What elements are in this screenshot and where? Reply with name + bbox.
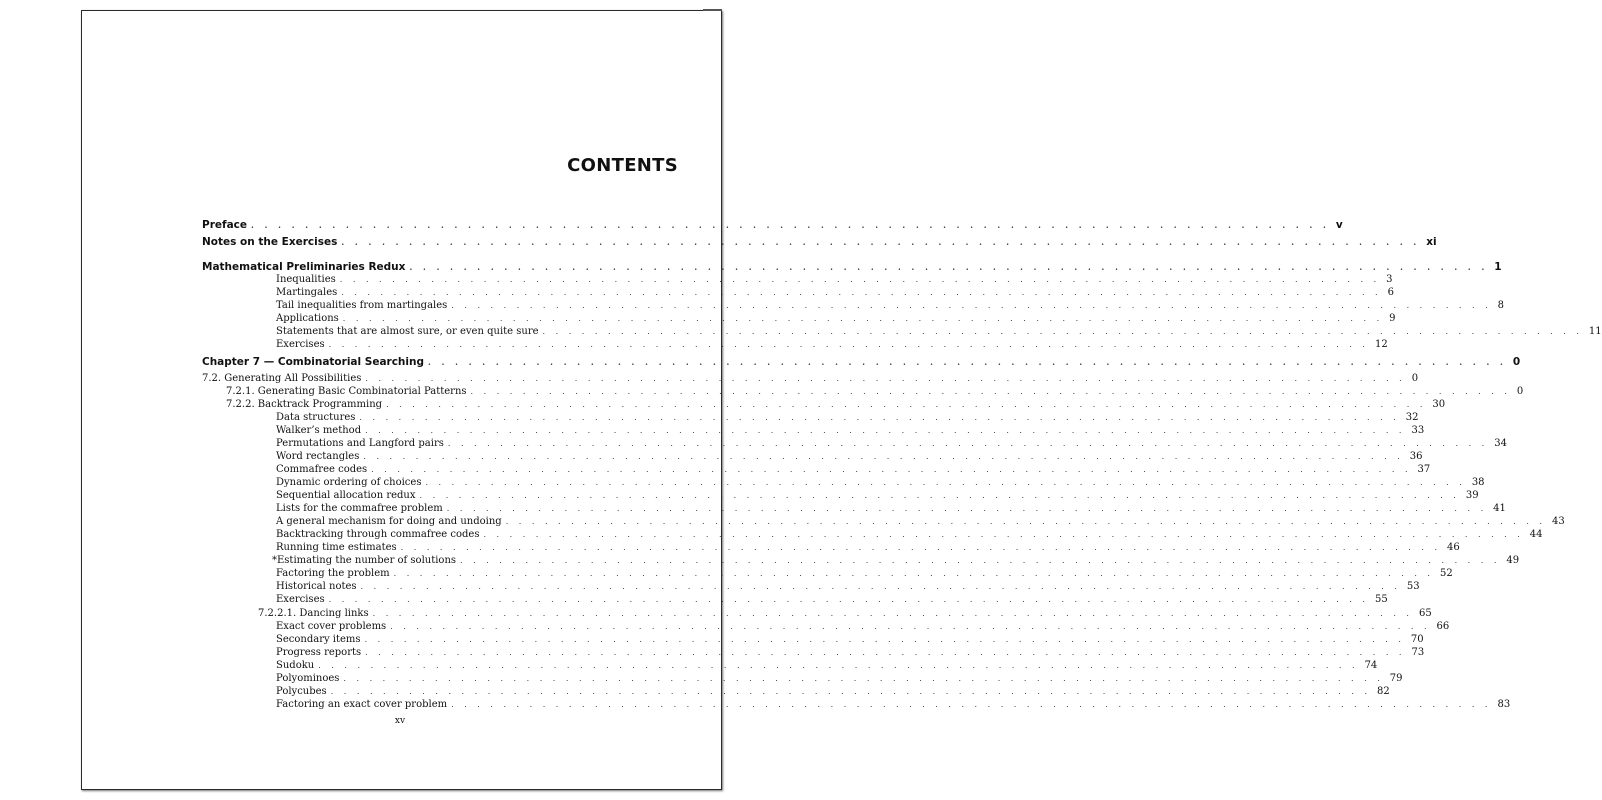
toc-entry	[276, 568, 1453, 582]
toc-entry-title: Secondary items	[276, 634, 361, 645]
dot-leader: . . . . . . . . . . . . . . . . . . . . . . . . . . . . . . . . . . . . . . . . . . . . . . . . . . . . . . . . . . . . . . . . . . . . . . . . . . . . . . . .	[386, 400, 1427, 409]
toc-entry-page-number: 8	[1497, 300, 1505, 311]
toc-entry-page-number: 11	[1588, 326, 1602, 337]
dot-leader: . . . . . . . . . . . . . . . . . . . . . . . . . . . . . . . . . . . . . . . . . . . . . . . . . . . . . . . . . . . . . . . . . . . . . . . . . . . . . . . .	[419, 491, 1460, 500]
toc-entry	[276, 313, 1396, 327]
dot-leader: . . . . . . . . . . . . . . . . . . . . . . . . . . . . . . . . . . . . . . . . . . . . . . . . . . . . . . . . . . . . . . . . . . . . . . . . . . . . . . . .	[446, 504, 1488, 513]
toc-entry	[276, 621, 1450, 635]
dot-leader: . . . . . . . . . . . . . . . . . . . . . . . . . . . . . . . . . . . . . . . . . . . . . . . . . . . . . . . . . . . . . . . . . . . . . . . . . . . . . . . .	[359, 413, 1400, 422]
toc-entry-title: Inequalities	[276, 274, 336, 285]
dot-leader: . . . . . . . . . . . . . . . . . . . . . . . . . . . . . . . . . . . . . . . . . . . . . . . . . . . . . . . . . . . . . . . . . . . . . . . . . . . . . . . .	[341, 288, 1382, 297]
toc-entry	[276, 673, 1403, 687]
toc-entry	[276, 699, 1511, 713]
dot-leader: . . . . . . . . . . . . . . . . . . . . . . . . . . . . . . . . . . . . . . . . . . . . . . . . . . . . . . . . . . . . . . . . . . . . . . . . . . . . . . . .	[343, 674, 1384, 683]
toc-entry-page-number: xi	[1426, 236, 1437, 248]
dot-leader: . . . . . . . . . . . . . . . . . . . . . . . . . . . . . . . . . . . . . . . . . . . . . . . . . . . . . . . . . . . . . . . . . . . . . . . . . . . . . . . .	[542, 327, 1583, 336]
toc-entry	[276, 660, 1378, 674]
toc-entry-title: 7.2. Generating All Possibilities	[202, 373, 362, 384]
toc-entry	[276, 464, 1431, 478]
dot-leader: . . . . . . . . . . . . . . . . . . . . . . . . . . . . . . . . . . . . . . . . . . . . . . . . . . . . . . . . . . . . . . . . . . . . . . . . . . . . . . . .	[451, 301, 1492, 310]
toc-entry	[276, 503, 1506, 517]
toc-entry-page-number: 6	[1387, 287, 1394, 298]
toc-entry	[276, 477, 1485, 491]
toc-entry	[276, 581, 1420, 595]
toc-entry-page-number: 46	[1447, 542, 1460, 553]
toc-entry	[276, 647, 1425, 661]
dot-leader: . . . . . . . . . . . . . . . . . . . . . . . . . . . . . . . . . . . . . . . . . . . . . . . . . . . . . . . . . . . . . . . . . . . . . . . . . . . . . . . .	[339, 275, 1381, 284]
toc-entry-page-number: 74	[1364, 660, 1378, 671]
page-title: CONTENTS	[567, 155, 678, 176]
toc-entry-title: *Estimating the number of solutions	[272, 555, 457, 566]
toc-entry-title: Permutations and Langford pairs	[276, 438, 444, 449]
toc-entry-title: Tail inequalities from martingales	[276, 300, 448, 311]
toc-entry	[276, 516, 1565, 530]
dot-leader: . . . . . . . . . . . . . . . . . . . . . . . . . . . . . . . . . . . . . . . . . . . . . . . . . . . . . . . . . . . . . . . . . . . . . . . . . . . . . . . .	[365, 374, 1406, 383]
toc-entry	[276, 438, 1507, 452]
dot-leader: . . . . . . . . . . . . . . . . . . . . . . . . . . . . . . . . . . . . . . . . . . . . . . . . . . . . . . . . . . . . . . . . . . . . . . . . . . . . . . . .	[251, 220, 1330, 230]
dot-leader: . . . . . . . . . . . . . . . . . . . . . . . . . . . . . . . . . . . . . . . . . . . . . . . . . . . . . . . . . . . . . . . . . . . . . . . . . . . . . . . .	[409, 262, 1489, 272]
toc-entry-title: Sudoku	[276, 660, 315, 671]
toc-entry-title: Factoring an exact cover problem	[276, 699, 448, 710]
toc-entry-title: Dynamic ordering of choices	[276, 477, 422, 488]
toc-entry-title: Martingales	[276, 287, 338, 298]
dot-leader: . . . . . . . . . . . . . . . . . . . . . . . . . . . . . . . . . . . . . . . . . . . . . . . . . . . . . . . . . . . . . . . . . . . . . . . . . . . . . . . .	[341, 237, 1421, 247]
toc-entry-title: Statements that are almost sure, or even quite sure	[276, 326, 539, 337]
dot-leader: . . . . . . . . . . . . . . . . . . . . . . . . . . . . . . . . . . . . . . . . . . . . . . . . . . . . . . . . . . . . . . . . . . . . . . . . . . . . . . . .	[364, 635, 1405, 644]
dot-leader: . . . . . . . . . . . . . . . . . . . . . . . . . . . . . . . . . . . . . . . . . . . . . . . . . . . . . . . . . . . . . . . . . . . . . . . . . . . . . . . .	[328, 340, 1369, 349]
toc-entry-title: Commafree codes	[276, 464, 368, 475]
toc-entry-title: Data structures	[276, 412, 356, 423]
toc-entry-title: Polyominoes	[276, 673, 340, 684]
toc-entry	[202, 373, 1419, 387]
dot-leader: . . . . . . . . . . . . . . . . . . . . . . . . . . . . . . . . . . . . . . . . . . . . . . . . . . . . . . . . . . . . . . . . . . . . . . . . . . . . . . . .	[342, 314, 1384, 323]
toc-entry-title: Preface	[202, 219, 247, 231]
toc-entry	[276, 425, 1425, 439]
toc-entry-title: Factoring the problem	[276, 568, 390, 579]
dot-leader: . . . . . . . . . . . . . . . . . . . . . . . . . . . . . . . . . . . . . . . . . . . . . . . . . . . . . . . . . . . . . . . . . . . . . . . . . . . . . . . .	[365, 648, 1406, 657]
toc-entry	[202, 236, 1437, 250]
toc-entry-page-number: 65	[1418, 608, 1432, 619]
toc-entry-title: Progress reports	[276, 647, 362, 658]
page-number-footer: xv	[394, 716, 406, 726]
toc-entry-page-number: 3	[1386, 274, 1393, 285]
toc-entry	[202, 356, 1521, 370]
dot-leader: . . . . . . . . . . . . . . . . . . . . . . . . . . . . . . . . . . . . . . . . . . . . . . . . . . . . . . . . . . . . . . . . . . . . . . . . . . . . . . . .	[363, 452, 1404, 461]
dot-leader: . . . . . . . . . . . . . . . . . . . . . . . . . . . . . . . . . . . . . . . . . . . . . . . . . . . . . . . . . . . . . . . . . . . . . . . . . . . . . . . .	[390, 622, 1431, 631]
toc-entry	[276, 274, 1393, 288]
dot-leader: . . . . . . . . . . . . . . . . . . . . . . . . . . . . . . . . . . . . . . . . . . . . . . . . . . . . . . . . . . . . . . . . . . . . . . . . . . . . . . . .	[447, 439, 1489, 448]
toc-entry	[276, 287, 1394, 301]
toc-entry-page-number: 1	[1494, 261, 1502, 273]
toc-entry	[276, 529, 1543, 543]
toc-entry-title: Polycubes	[276, 686, 327, 697]
toc-entry-title: Applications	[276, 313, 339, 324]
toc-entry-page-number: 52	[1439, 568, 1453, 579]
toc-entry-page-number: 44	[1529, 529, 1543, 540]
toc-entry-page-number: 43	[1552, 516, 1565, 527]
dot-leader: . . . . . . . . . . . . . . . . . . . . . . . . . . . . . . . . . . . . . . . . . . . . . . . . . . . . . . . . . . . . . . . . . . . . . . . . . . . . . . . .	[460, 556, 1501, 565]
dot-leader: . . . . . . . . . . . . . . . . . . . . . . . . . . . . . . . . . . . . . . . . . . . . . . . . . . . . . . . . . . . . . . . . . . . . . . . . . . . . . . . .	[451, 700, 1492, 709]
dot-leader: . . . . . . . . . . . . . . . . . . . . . . . . . . . . . . . . . . . . . . . . . . . . . . . . . . . . . . . . . . . . . . . . . . . . . . . . . . . . . . . .	[365, 426, 1406, 435]
toc-entry-page-number: 0	[1411, 373, 1419, 384]
toc-entry	[226, 399, 1446, 413]
toc-entry	[276, 594, 1388, 608]
toc-entry-title: Walker’s method	[276, 425, 362, 436]
toc-entry-page-number: 55	[1374, 594, 1388, 605]
toc-entry-page-number: 0	[1516, 386, 1524, 397]
toc-entry	[276, 412, 1419, 426]
toc-entry-title: 7.2.1. Generating Basic Combinatorial Patterns	[226, 386, 467, 397]
toc-entry-page-number: 33	[1411, 425, 1425, 436]
toc-entry-title: A general mechanism for doing and undoing	[276, 516, 502, 527]
dot-leader: . . . . . . . . . . . . . . . . . . . . . . . . . . . . . . . . . . . . . . . . . . . . . . . . . . . . . . . . . . . . . . . . . . . . . . . . . . . . . . . .	[393, 569, 1434, 578]
toc-entry	[226, 386, 1524, 400]
toc-entry	[202, 219, 1343, 233]
toc-entry-title: 7.2.2.1. Dancing links	[258, 608, 369, 619]
toc-entry	[276, 451, 1423, 465]
toc-entry-title: 7.2.2. Backtrack Programming	[226, 399, 383, 410]
toc-entry-title: Historical notes	[276, 581, 357, 592]
toc-entry-page-number: 73	[1411, 647, 1425, 658]
toc-entry	[272, 555, 1520, 569]
toc-entry-page-number: 82	[1377, 686, 1390, 697]
toc-entry	[258, 608, 1432, 622]
toc-entry	[276, 339, 1388, 353]
dot-leader: . . . . . . . . . . . . . . . . . . . . . . . . . . . . . . . . . . . . . . . . . . . . . . . . . . . . . . . . . . . . . . . . . . . . . . . . . . . . . . . .	[505, 517, 1547, 526]
toc-entry-page-number: 36	[1409, 451, 1423, 462]
toc-entry-title: Exercises	[276, 594, 325, 605]
toc-entry	[276, 686, 1390, 700]
toc-entry	[276, 326, 1602, 340]
toc-entry-title: Chapter 7 — Combinatorial Searching	[202, 356, 424, 368]
toc-entry-page-number: 70	[1410, 634, 1424, 645]
toc-entry-title: Exercises	[276, 339, 325, 350]
toc-entry-page-number: 30	[1432, 399, 1446, 410]
toc-entry-page-number: 79	[1389, 673, 1403, 684]
toc-entry-page-number: 0	[1512, 356, 1521, 368]
toc-entry	[276, 634, 1424, 648]
toc-entry-title: Mathematical Preliminaries Redux	[202, 261, 406, 273]
toc-entry-page-number: 37	[1417, 464, 1431, 475]
dot-leader: . . . . . . . . . . . . . . . . . . . . . . . . . . . . . . . . . . . . . . . . . . . . . . . . . . . . . . . . . . . . . . . . . . . . . . . . . . . . . . . .	[470, 387, 1511, 396]
toc-entry-page-number: 49	[1506, 555, 1520, 566]
toc-entry-title: Running time estimates	[276, 542, 397, 553]
dot-leader: . . . . . . . . . . . . . . . . . . . . . . . . . . . . . . . . . . . . . . . . . . . . . . . . . . . . . . . . . . . . . . . . . . . . . . . . . . . . . . . .	[428, 357, 1507, 367]
dot-leader: . . . . . . . . . . . . . . . . . . . . . . . . . . . . . . . . . . . . . . . . . . . . . . . . . . . . . . . . . . . . . . . . . . . . . . . . . . . . . . . .	[483, 530, 1524, 539]
dot-leader: . . . . . . . . . . . . . . . . . . . . . . . . . . . . . . . . . . . . . . . . . . . . . . . . . . . . . . . . . . . . . . . . . . . . . . . . . . . . . . . .	[328, 595, 1369, 604]
dot-leader: . . . . . . . . . . . . . . . . . . . . . . . . . . . . . . . . . . . . . . . . . . . . . . . . . . . . . . . . . . . . . . . . . . . . . . . . . . . . . . . .	[330, 687, 1372, 696]
toc-entry	[202, 261, 1502, 275]
toc-entry-page-number: 39	[1465, 490, 1479, 501]
toc-entry-title: Exact cover problems	[276, 621, 387, 632]
dot-leader: . . . . . . . . . . . . . . . . . . . . . . . . . . . . . . . . . . . . . . . . . . . . . . . . . . . . . . . . . . . . . . . . . . . . . . . . . . . . . . . .	[400, 543, 1441, 552]
toc-entry-page-number: 32	[1405, 412, 1419, 423]
toc-entry-page-number: 53	[1406, 581, 1420, 592]
toc-entry-page-number: v	[1335, 219, 1343, 231]
toc-entry-page-number: 83	[1497, 699, 1511, 710]
toc-entry-title: Notes on the Exercises	[202, 236, 338, 248]
toc-entry	[276, 490, 1479, 504]
toc-entry-title: Sequential allocation redux	[276, 490, 416, 501]
dot-leader: . . . . . . . . . . . . . . . . . . . . . . . . . . . . . . . . . . . . . . . . . . . . . . . . . . . . . . . . . . . . . . . . . . . . . . . . . . . . . . . .	[425, 478, 1466, 487]
toc-entry-page-number: 38	[1471, 477, 1485, 488]
toc-entry-page-number: 41	[1493, 503, 1506, 514]
toc-entry-title: Word rectangles	[276, 451, 360, 462]
toc-entry-page-number: 9	[1389, 313, 1396, 324]
toc-entry-page-number: 34	[1494, 438, 1507, 449]
toc-entry-page-number: 66	[1436, 621, 1450, 632]
dot-leader: . . . . . . . . . . . . . . . . . . . . . . . . . . . . . . . . . . . . . . . . . . . . . . . . . . . . . . . . . . . . . . . . . . . . . . . . . . . . . . . .	[371, 465, 1412, 474]
toc-entry-title: Lists for the commafree problem	[276, 503, 443, 514]
dot-leader: . . . . . . . . . . . . . . . . . . . . . . . . . . . . . . . . . . . . . . . . . . . . . . . . . . . . . . . . . . . . . . . . . . . . . . . . . . . . . . . .	[360, 582, 1401, 591]
toc-entry	[276, 542, 1460, 556]
page-corner-mark	[703, 9, 722, 11]
toc-entry-title: Backtracking through commafree codes	[276, 529, 480, 540]
dot-leader: . . . . . . . . . . . . . . . . . . . . . . . . . . . . . . . . . . . . . . . . . . . . . . . . . . . . . . . . . . . . . . . . . . . . . . . . . . . . . . . .	[318, 661, 1359, 670]
toc-entry	[276, 300, 1505, 314]
dot-leader: . . . . . . . . . . . . . . . . . . . . . . . . . . . . . . . . . . . . . . . . . . . . . . . . . . . . . . . . . . . . . . . . . . . . . . . . . . . . . . . .	[372, 609, 1413, 618]
toc-entry-page-number: 12	[1374, 339, 1388, 350]
